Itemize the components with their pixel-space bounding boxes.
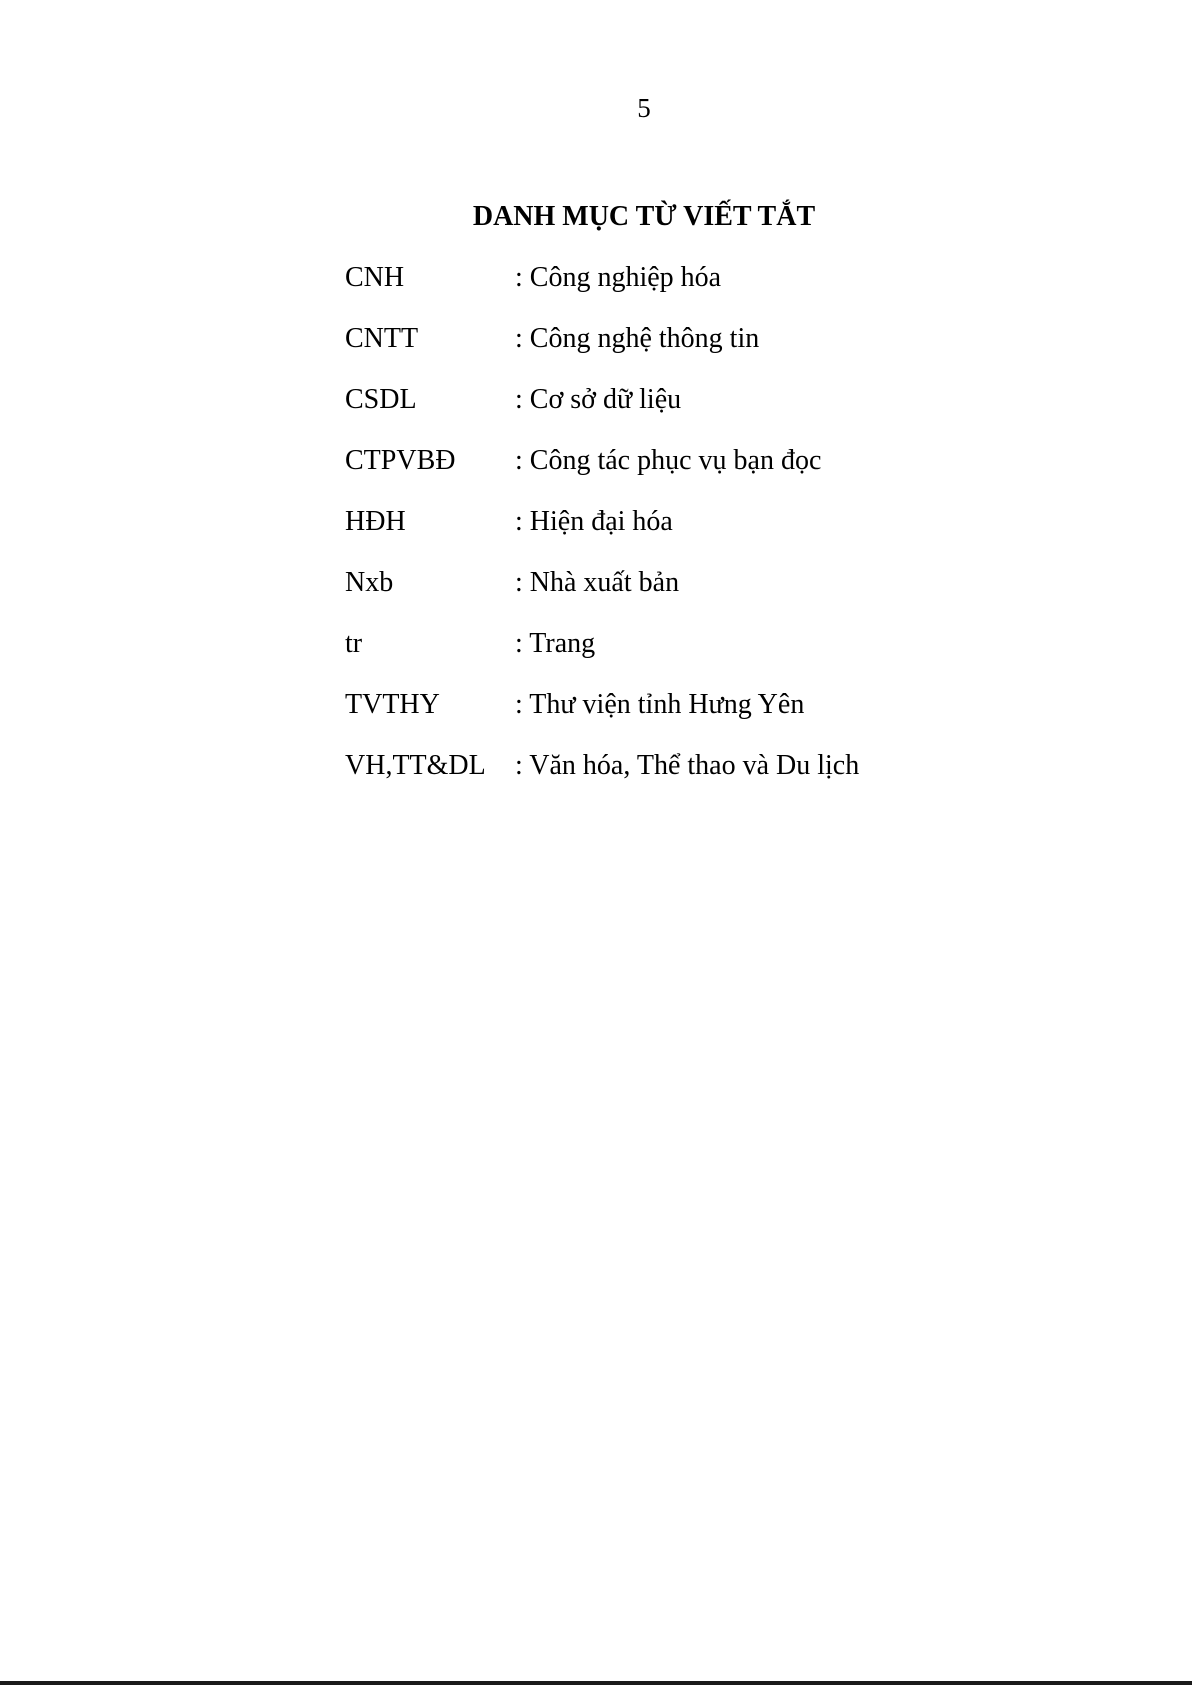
abbreviation-definition: : Cơ sở dữ liệu bbox=[515, 384, 682, 415]
abbreviation-term: CSDL bbox=[345, 384, 417, 415]
abbreviation-term: CTPVBĐ bbox=[345, 445, 456, 476]
abbreviation-row bbox=[345, 322, 859, 383]
page-number: 5 bbox=[637, 93, 651, 123]
abbreviation-row bbox=[345, 444, 859, 505]
abbreviation-definition: : Công tác phục vụ bạn đọc bbox=[515, 445, 822, 476]
abbreviation-term: Nxb bbox=[345, 567, 394, 598]
abbreviation-definition: : Nhà xuất bản bbox=[515, 567, 680, 598]
abbreviation-row bbox=[345, 505, 859, 566]
abbreviation-term: CNTT bbox=[345, 323, 419, 354]
abbreviation-definition: : Trang bbox=[515, 628, 596, 659]
abbreviation-definition: : Công nghệ thông tin bbox=[515, 323, 760, 354]
abbreviation-definition: : Văn hóa, Thể thao và Du lịch bbox=[515, 750, 860, 781]
abbreviation-term: CNH bbox=[345, 262, 405, 293]
abbreviation-term: HĐH bbox=[345, 506, 406, 537]
abbreviation-term: tr bbox=[345, 628, 363, 659]
page-title: DANH MỤC TỪ VIẾT TẮT bbox=[472, 201, 816, 232]
abbreviation-term: VH,TT&DL bbox=[345, 750, 486, 781]
abbreviation-definition: : Công nghiệp hóa bbox=[515, 262, 722, 293]
abbreviation-definition: : Hiện đại hóa bbox=[515, 506, 673, 537]
abbreviation-row bbox=[345, 261, 859, 322]
abbreviation-definition: : Thư viện tỉnh Hưng Yên bbox=[515, 689, 805, 720]
abbreviation-row bbox=[345, 566, 859, 627]
abbreviation-row bbox=[345, 688, 859, 749]
abbreviation-row bbox=[345, 627, 859, 688]
abbreviation-list bbox=[345, 261, 859, 810]
abbreviation-row bbox=[345, 383, 859, 444]
abbreviation-term: TVTHY bbox=[345, 689, 440, 720]
abbreviation-row bbox=[345, 749, 859, 810]
page-bottom-border bbox=[0, 1681, 1192, 1685]
